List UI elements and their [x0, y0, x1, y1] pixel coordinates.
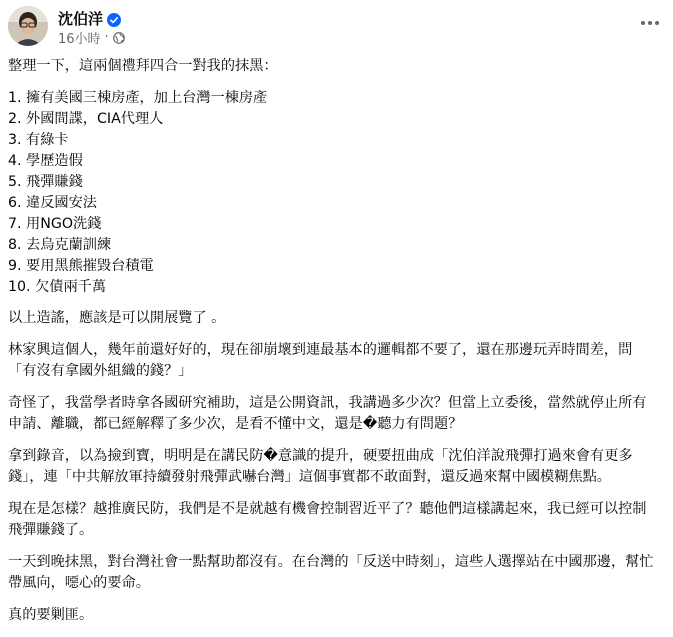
- post-meta: [58, 28, 125, 47]
- smear-list: [8, 88, 658, 298]
- list-item: 5. 飛彈賺錢: [8, 174, 83, 190]
- author-name[interactable]: 沈伯洋: [58, 10, 104, 28]
- list-item: 4. 學歷造假: [8, 153, 83, 169]
- post-paragraph: 林家興這個人，幾年前還好好的，現在卻崩壞到連最基本的邏輯都不要了，還在那邊玩弄時間差，問「有沒有拿國外組織的錢？」: [8, 342, 633, 379]
- list-item: 6. 違反國安法: [8, 195, 97, 211]
- post-timestamp[interactable]: 16小時: [58, 32, 101, 47]
- more-horizontal-icon: [641, 21, 659, 25]
- post-paragraph: 一天到晚抹黑，對台灣社會一點幫助都沒有。在台灣的「反送中時刻」，這些人選擇站在中國那邊，幫忙帶風向，噁心的要命。: [8, 554, 654, 591]
- globe-icon[interactable]: [113, 32, 125, 44]
- post-paragraph: 奇怪了，我當學者時拿各國研究補助，這是公開資訊，我講過多少次？但當上立委後，當然就停止所有申請、離職，都已經解釋了多少次，是看不懂中文，還是�聽力有問題？: [8, 395, 647, 432]
- post-intro: 整理一下，這兩個禮拜四合一對我的抹黑：: [8, 58, 278, 74]
- list-item: 8. 去烏克蘭訓練: [8, 237, 112, 253]
- post-paragraph: 真的要剿匪。: [8, 607, 94, 623]
- list-item: 9. 要用黑熊摧毀台積電: [8, 258, 154, 274]
- list-item: 1. 擁有美國三棟房產，加上台灣一棟房產: [8, 90, 268, 106]
- list-item: 7. 用NGO洗錢: [8, 216, 102, 232]
- post-header: [8, 6, 665, 46]
- author-row: [58, 8, 121, 29]
- avatar-image: [8, 6, 48, 46]
- post-paragraph: 現在是怎樣？越推廣民防，我們是不是就越有機會控制習近平了？聽他們這樣講起來，我已經可以控制飛彈賺錢了。: [8, 501, 647, 538]
- post-paragraph: 以上造謠，應該是可以開展覽了 。: [8, 310, 226, 326]
- meta-separator: ·: [104, 30, 109, 45]
- avatar[interactable]: [8, 6, 48, 46]
- verified-badge-icon: [107, 12, 121, 26]
- more-options-button[interactable]: [635, 8, 665, 38]
- list-item: 3. 有綠卡: [8, 132, 69, 148]
- post-body: [8, 56, 658, 637]
- list-item: 2. 外國間諜，CIA代理人: [8, 111, 164, 127]
- post-paragraph: 拿到錄音，以為撿到寶，明明是在講民防�意識的提升，硬要扭曲成「沈伯洋說飛彈打過來會有更多錢」，連「中共解放軍持續發射飛彈武嚇台灣」這個事實都不敢面對，還反過來幫中國模糊焦點。: [8, 448, 633, 485]
- list-item: 10. 欠債兩千萬: [8, 279, 107, 295]
